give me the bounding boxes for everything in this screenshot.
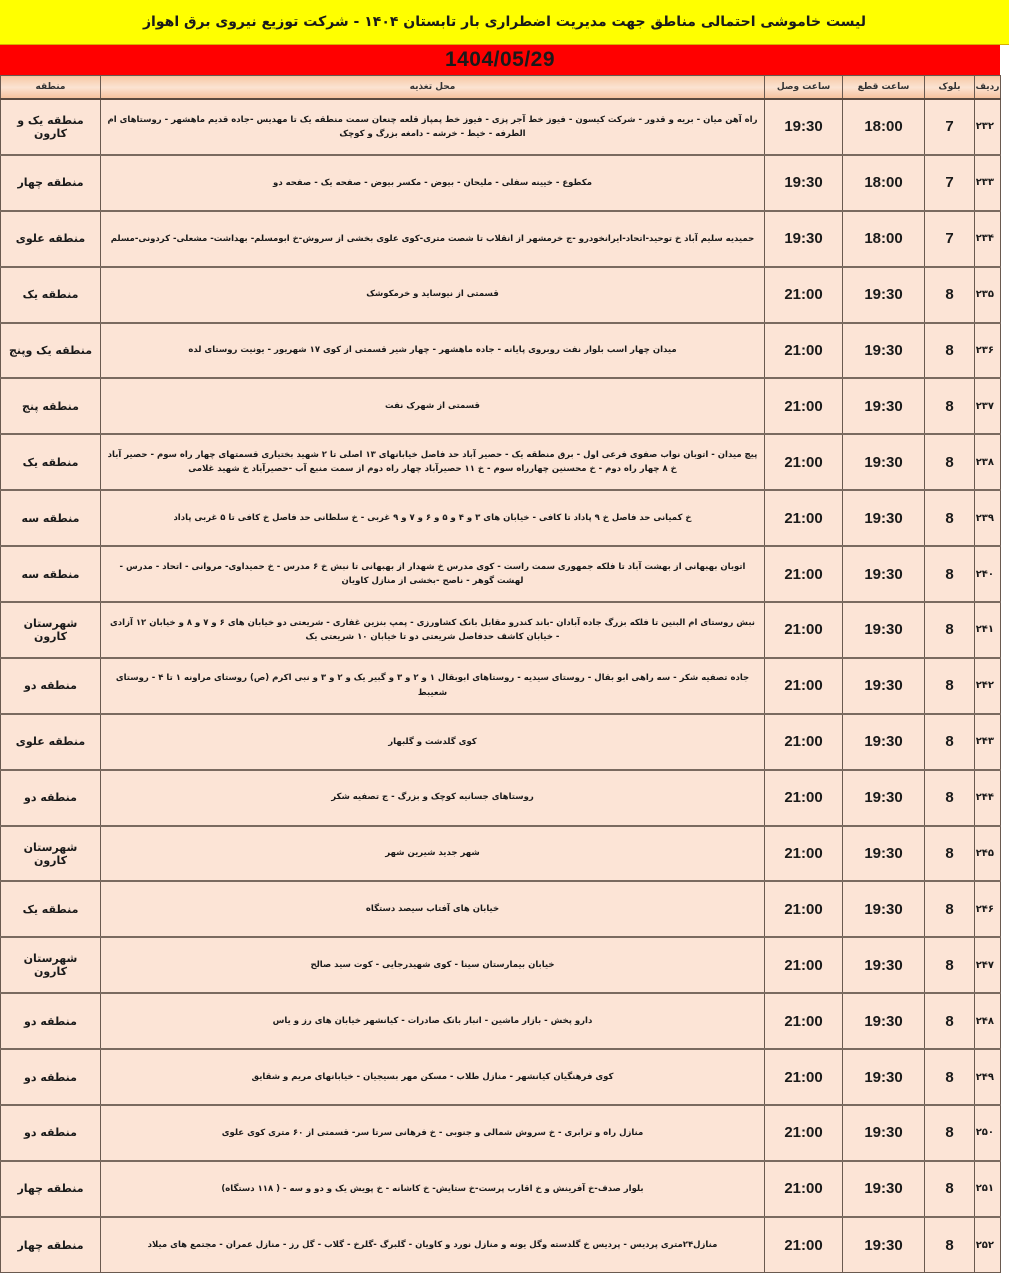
region-cell: شهرستان کارون: [1, 602, 101, 658]
block-cell: 8: [925, 714, 975, 770]
region-cell: شهرستان کارون: [1, 826, 101, 882]
column-header-location: محل تغذیه: [101, 76, 765, 100]
row-number-cell: ۲۳۹: [975, 490, 1001, 546]
cut-time-cell: 19:30: [843, 826, 925, 882]
block-cell: 8: [925, 1161, 975, 1217]
location-cell: خیابان بیمارستان سینا - کوی شهیدرجایی - کوت سید صالح: [101, 937, 765, 993]
cut-time-cell: 19:30: [843, 267, 925, 323]
page-margin: [1000, 45, 1009, 1280]
cut-time-cell: 19:30: [843, 714, 925, 770]
connect-time-cell: 21:00: [765, 267, 843, 323]
row-number-cell: ۲۴۴: [975, 770, 1001, 826]
connect-time-cell: 21:00: [765, 881, 843, 937]
row-number-cell: ۲۴۹: [975, 1049, 1001, 1105]
table-row: [1, 155, 1001, 211]
table-row: [1, 1049, 1001, 1105]
location-cell: قسمتی از شهرک نفت: [101, 378, 765, 434]
row-number-cell: ۲۴۱: [975, 602, 1001, 658]
connect-time-cell: 21:00: [765, 993, 843, 1049]
location-cell: میدان چهار اسب بلوار نفت روبروی پایانه - جاده ماهشهر - چهار شیر قسمتی از کوی ۱۷ شهریور - یونیت روستای لده: [101, 323, 765, 379]
location-cell: خ کمیانی حد فاصل خ ۹ پاداد تا کافی - خیابان های ۳ و ۴ و ۵ و ۶ و ۷ و ۹ غربی - خ سلطانی حد فاصل خ کافی تا ۵ غربی پاداد: [101, 490, 765, 546]
connect-time-cell: 21:00: [765, 937, 843, 993]
region-cell: شهرستان کارون: [1, 937, 101, 993]
cut-time-cell: 19:30: [843, 881, 925, 937]
location-cell: قسمتی از نیوساید و خرمکوشک: [101, 267, 765, 323]
location-cell: خیابان های آفتاب سیصد دستگاه: [101, 881, 765, 937]
column-header-cut-time: ساعت قطع: [843, 76, 925, 100]
cut-time-cell: 18:00: [843, 211, 925, 267]
cut-time-cell: 18:00: [843, 155, 925, 211]
block-cell: 8: [925, 434, 975, 490]
table-row: [1, 714, 1001, 770]
region-cell: منطقه یک و کارون: [1, 99, 101, 155]
schedule-date: 1404/05/29: [0, 45, 1000, 75]
connect-time-cell: 21:00: [765, 658, 843, 714]
table-row: [1, 546, 1001, 602]
block-cell: 8: [925, 1049, 975, 1105]
row-number-cell: ۲۳۴: [975, 211, 1001, 267]
location-cell: مکطوع - خیینه سفلی - ملیحان - بیوض - مکسر بیوض - صفحه یک - صفحه دو: [101, 155, 765, 211]
connect-time-cell: 19:30: [765, 211, 843, 267]
cut-time-cell: 19:30: [843, 993, 925, 1049]
connect-time-cell: 21:00: [765, 378, 843, 434]
region-cell: منطقه دو: [1, 993, 101, 1049]
region-cell: منطقه یک: [1, 267, 101, 323]
table-row: [1, 602, 1001, 658]
block-cell: 8: [925, 993, 975, 1049]
region-cell: منطقه یک: [1, 881, 101, 937]
row-number-cell: ۲۴۸: [975, 993, 1001, 1049]
location-cell: منازل راه و ترابری - خ سروش شمالی و جنوبی - خ فرهانی سرتا سر- قسمتی از ۶۰ متری کوی علوی: [101, 1105, 765, 1161]
location-cell: راه آهن میان - بریه و قدور - شرکت کیسون - فیوز خط آجر پزی - فیوز خط پمپاز قلعه چنعان سمت منطقه یک تا مهدیس -جاده قدیم ماهشهر - روستاهای ام الطرفه - خیط - خرشه - دامغه بزرگ و کوچک: [101, 99, 765, 155]
column-header-region: منطقه: [1, 76, 101, 100]
table-row: [1, 826, 1001, 882]
region-cell: منطقه چهار: [1, 155, 101, 211]
row-number-cell: ۲۳۵: [975, 267, 1001, 323]
region-cell: منطقه دو: [1, 770, 101, 826]
cut-time-cell: 19:30: [843, 378, 925, 434]
region-cell: منطقه دو: [1, 658, 101, 714]
table-row: [1, 99, 1001, 155]
table-row: [1, 490, 1001, 546]
column-header-row-number: ردیف: [975, 76, 1001, 100]
cut-time-cell: 19:30: [843, 658, 925, 714]
row-number-cell: ۲۳۸: [975, 434, 1001, 490]
connect-time-cell: 21:00: [765, 434, 843, 490]
row-number-cell: ۲۵۲: [975, 1217, 1001, 1273]
region-cell: منطقه علوی: [1, 211, 101, 267]
connect-time-cell: 21:00: [765, 1105, 843, 1161]
cut-time-cell: 18:00: [843, 99, 925, 155]
table-header-row: [1, 76, 1001, 100]
table-row: [1, 211, 1001, 267]
column-header-block: بلوک: [925, 76, 975, 100]
location-cell: کوی فرهنگیان کیانشهر - منازل طلاب - مسکن مهر بسیجیان - خیابانهای مریم و شقایق: [101, 1049, 765, 1105]
block-cell: 8: [925, 546, 975, 602]
table-row: [1, 658, 1001, 714]
cut-time-cell: 19:30: [843, 1105, 925, 1161]
location-cell: پیچ میدان - اتوبان نواب صفوی فرعی اول - برق منطقه یک - حصیر آباد حد فاصل خیابانهای ۱۳ اصلی تا ۲ شهید بختیاری قسمتهای چهار راه سوم - حصیر آباد خ ۸ چهار راه دوم - خ محسنین چهارراه سوم - خ ۱۱ حصیرآباد چهار راه دوم از سمت منبع آب -حصیرآباد خ شهید غلامی: [101, 434, 765, 490]
cut-time-cell: 19:30: [843, 434, 925, 490]
connect-time-cell: 21:00: [765, 1217, 843, 1273]
region-cell: منطقه دو: [1, 1105, 101, 1161]
table-row: [1, 937, 1001, 993]
block-cell: 8: [925, 267, 975, 323]
column-header-connect-time: ساعت وصل: [765, 76, 843, 100]
block-cell: 8: [925, 770, 975, 826]
location-cell: حمیدیه سلیم آباد خ توحید-اتحاد-ایرانخودرو -ج خرمشهر از انقلاب تا شصت متری-کوی علوی بخشی از سروش-خ ابومسلم- بهداشت- مشعلی- کردونی-مسلم: [101, 211, 765, 267]
cut-time-cell: 19:30: [843, 770, 925, 826]
table-row: [1, 1161, 1001, 1217]
cut-time-cell: 19:30: [843, 1161, 925, 1217]
location-cell: شهر جدید شیرین شهر: [101, 826, 765, 882]
table-row: [1, 1217, 1001, 1273]
connect-time-cell: 21:00: [765, 1049, 843, 1105]
table-row: [1, 378, 1001, 434]
block-cell: 8: [925, 658, 975, 714]
block-cell: 8: [925, 1217, 975, 1273]
table-row: [1, 434, 1001, 490]
location-cell: منازل۲۴متری پردیس - پردیس خ گلدسته وگل یونه و منازل نورد و کاویان - گلبرگ -گلرخ - گلاب - گل رز - منازل عمران - مجتمع های میلاد: [101, 1217, 765, 1273]
table-row: [1, 993, 1001, 1049]
outage-table: [0, 75, 1001, 1273]
row-number-cell: ۲۳۲: [975, 99, 1001, 155]
connect-time-cell: 21:00: [765, 1161, 843, 1217]
row-number-cell: ۲۴۵: [975, 826, 1001, 882]
cut-time-cell: 19:30: [843, 546, 925, 602]
cut-time-cell: 19:30: [843, 937, 925, 993]
connect-time-cell: 21:00: [765, 490, 843, 546]
region-cell: منطقه سه: [1, 546, 101, 602]
block-cell: 8: [925, 378, 975, 434]
row-number-cell: ۲۳۷: [975, 378, 1001, 434]
table-row: [1, 881, 1001, 937]
cut-time-cell: 19:30: [843, 1049, 925, 1105]
row-number-cell: ۲۴۶: [975, 881, 1001, 937]
table-body: [1, 99, 1001, 1273]
table-row: [1, 267, 1001, 323]
table-row: [1, 770, 1001, 826]
row-number-cell: ۲۳۳: [975, 155, 1001, 211]
connect-time-cell: 19:30: [765, 99, 843, 155]
block-cell: 7: [925, 211, 975, 267]
cut-time-cell: 19:30: [843, 323, 925, 379]
location-cell: دارو پخش - بازار ماشین - انبار بانک صادرات - کیانشهر خیابان های رز و یاس: [101, 993, 765, 1049]
row-number-cell: ۲۵۰: [975, 1105, 1001, 1161]
block-cell: 8: [925, 826, 975, 882]
region-cell: منطقه یک: [1, 434, 101, 490]
block-cell: 8: [925, 1105, 975, 1161]
region-cell: منطقه سه: [1, 490, 101, 546]
location-cell: بلوار صدف-خ آفرینش و خ اقارب پرست-خ ستایش- خ کاشانه - خ پویش یک و دو و سه - ( ۱۱۸ دستگاه): [101, 1161, 765, 1217]
location-cell: کوی گلدشت و گلبهار: [101, 714, 765, 770]
region-cell: منطقه چهار: [1, 1161, 101, 1217]
region-cell: منطقه یک وپنج: [1, 323, 101, 379]
connect-time-cell: 21:00: [765, 770, 843, 826]
table-row: [1, 323, 1001, 379]
table-row: [1, 1105, 1001, 1161]
cut-time-cell: 19:30: [843, 490, 925, 546]
region-cell: منطقه پنج: [1, 378, 101, 434]
region-cell: منطقه چهار: [1, 1217, 101, 1273]
location-cell: نبش روستای ام البنین تا فلکه بزرگ جاده آبادان -باند کندرو مقابل بانک کشاورزی - پمپ بنزین غفاری - شریعتی دو خیابان های ۶ و ۷ و ۸ و خیابان ۱۲ آزادی - خیابان کاشف حدفاصل شریعتی دو تا خیابان ۱۰ شریعتی یک: [101, 602, 765, 658]
location-cell: روستاهای جسانیه کوچک و بزرگ - ج تصفیه شکر: [101, 770, 765, 826]
region-cell: منطقه دو: [1, 1049, 101, 1105]
block-cell: 8: [925, 602, 975, 658]
location-cell: اتوبان بهبهانی از بهشت آباد تا فلکه جمهوری سمت راست - کوی مدرس خ شهدار از بهبهانی تا نبش خ ۶ مدرس - خ حمیداوی- مروانی - اتحاد - مدرس - لهشت گوهر - ناصح -بخشی از منازل کاویان: [101, 546, 765, 602]
row-number-cell: ۲۴۳: [975, 714, 1001, 770]
location-cell: جاده تصفیه شکر - سه راهی ابو بقال - روستای سیدیه - روستاهای ابوبقال ۱ و ۲ و ۳ و گبیر یک و ۲ و ۳ و نبی اکرم (ص) روستای مراونه ۱ تا ۴ - روستای شعیبط: [101, 658, 765, 714]
block-cell: 7: [925, 99, 975, 155]
connect-time-cell: 21:00: [765, 546, 843, 602]
connect-time-cell: 21:00: [765, 714, 843, 770]
document-title: لیست خاموشی احتمالی مناطق جهت مدیریت اضطراری بار تابستان ۱۴۰۴ - شرکت توزیع نیروی برق اهواز: [0, 0, 1009, 45]
row-number-cell: ۲۴۷: [975, 937, 1001, 993]
block-cell: 8: [925, 881, 975, 937]
block-cell: 8: [925, 490, 975, 546]
cut-time-cell: 19:30: [843, 1217, 925, 1273]
connect-time-cell: 21:00: [765, 826, 843, 882]
connect-time-cell: 21:00: [765, 323, 843, 379]
block-cell: 8: [925, 937, 975, 993]
block-cell: 8: [925, 323, 975, 379]
connect-time-cell: 21:00: [765, 602, 843, 658]
row-number-cell: ۲۴۰: [975, 546, 1001, 602]
row-number-cell: ۲۳۶: [975, 323, 1001, 379]
region-cell: منطقه علوی: [1, 714, 101, 770]
connect-time-cell: 19:30: [765, 155, 843, 211]
block-cell: 7: [925, 155, 975, 211]
cut-time-cell: 19:30: [843, 602, 925, 658]
row-number-cell: ۲۵۱: [975, 1161, 1001, 1217]
row-number-cell: ۲۴۲: [975, 658, 1001, 714]
